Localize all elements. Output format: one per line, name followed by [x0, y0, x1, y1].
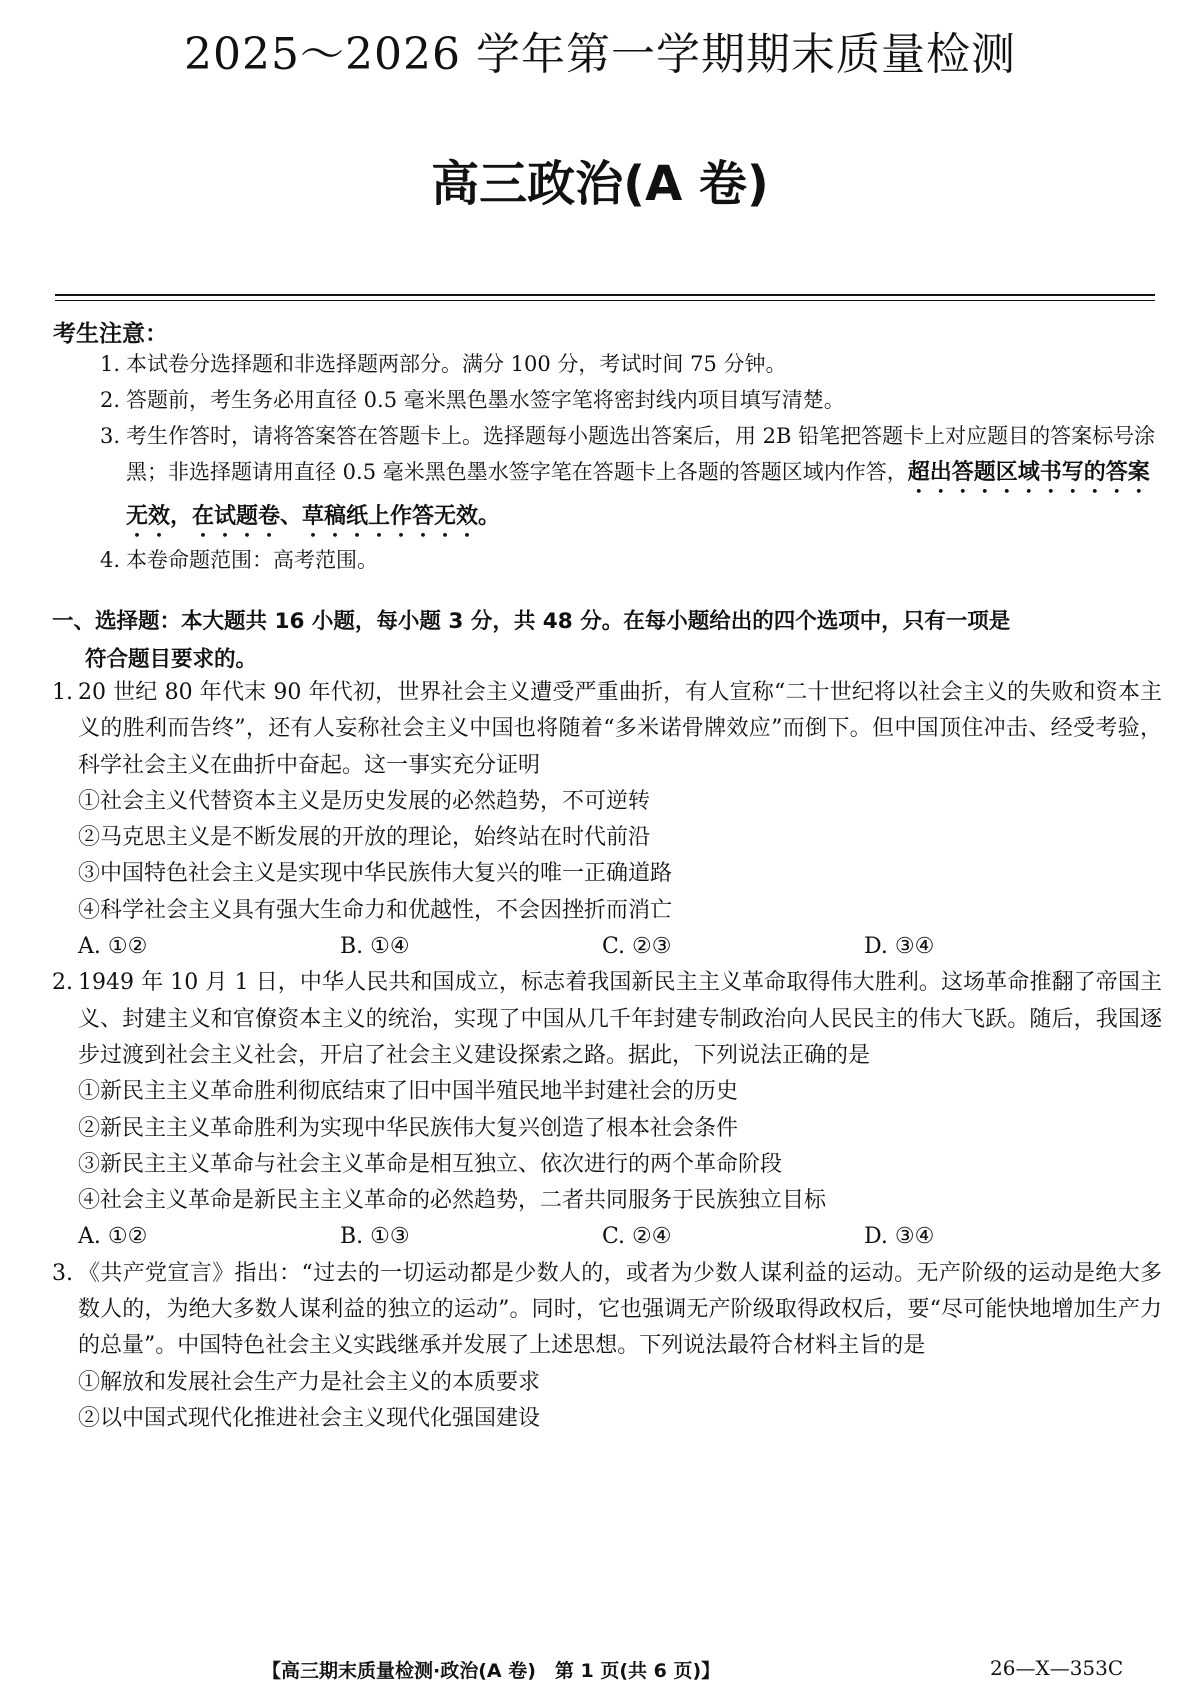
notice-item-number: 1.: [100, 352, 121, 376]
notice-item-number: 2.: [100, 388, 121, 412]
notice-item-text: 本试卷分选择题和非选择题两部分。满分 100 分，考试时间 75 分钟。: [126, 352, 787, 376]
question-statement: ②马克思主义是不断发展的开放的理论，始终站在时代前沿: [78, 825, 651, 851]
question-list: [52, 675, 1162, 1437]
notice-item: [100, 382, 1160, 418]
notice-item-text: 答题前，考生务必用直径 0.5 毫米黑色墨水签字笔将密封线内项目填写清楚。: [126, 388, 845, 412]
notice-item-emphasis: 超出答题区域书写的答案无效，在试题卷、草稿纸上作答无效。: [126, 460, 1150, 529]
footer-paper-code: 26—X—353C: [990, 1656, 1124, 1680]
question-statement: ②以中国式现代化推进社会主义现代化强国建设: [78, 1405, 541, 1431]
header-divider-thick: [55, 294, 1155, 296]
footer-page-info: 【高三期末质量检测·政治(A 卷) 第 1 页(共 6 页)】: [262, 1660, 721, 1682]
question-stem: [52, 675, 1162, 784]
question-statement: ①新民主主义革命胜利彻底结束了旧中国半殖民地半封建社会的历史: [78, 1079, 739, 1105]
option-a: A. ①②: [78, 934, 148, 960]
notice-item: [100, 542, 1160, 578]
subject-title: 高三政治(A 卷): [431, 156, 769, 212]
option-c: C. ②③: [602, 934, 672, 960]
question-statement: ③中国特色社会主义是实现中华民族伟大复兴的唯一正确道路: [78, 861, 673, 887]
notice-item-text: 考生作答时，请将答案答在答题卡上。选择题每小题选出答案后，用 2B 铅笔把答题卡上对应题目的答案标号涂黑；非选择题请用直径 0.5 毫米黑色墨水签字笔在答题卡上各题的答题区域内作答，: [126, 424, 1156, 484]
question-statement: ④社会主义革命是新民主主义革命的必然趋势，二者共同服务于民族独立目标: [78, 1188, 827, 1214]
question-statement: ②新民主主义革命胜利为实现中华民族伟大复兴创造了根本社会条件: [78, 1115, 739, 1141]
exam-title: 2025～2026 学年第一学期期末质量检测: [184, 29, 1016, 80]
option-c: C. ②④: [602, 1224, 672, 1250]
option-b: B. ①③: [340, 1224, 410, 1250]
question-stem: [52, 965, 1162, 1074]
question-number: 3.: [52, 1260, 73, 1286]
section-heading-line: 一、选择题：本大题共 16 小题，每小题 3 分，共 48 分。在每小题给出的四个选项中，只有一项是: [52, 609, 1011, 634]
question-statement: ①解放和发展社会生产力是社会主义的本质要求: [78, 1369, 541, 1395]
option-d: D. ③④: [864, 934, 935, 960]
question-number: 1.: [52, 680, 73, 705]
question-stem: [52, 1256, 1162, 1365]
notice-item-text: 本卷命题范围：高考范围。: [126, 548, 378, 572]
section-heading-line: 符合题目要求的。: [85, 647, 258, 672]
question-text: 《共产党宣言》指出：“过去的一切运动都是少数人的，或者为少数人谋利益的运动。无产阶级的运动是绝大多数人的，为绝大多数人谋利益的独立的运动”。同时，它也强调无产阶级取得政权后，要“尽可能快地增加生产力的总量”。中国特色社会主义实践继承并发展了上述思想。下列说法最符合材料主旨的是: [78, 1260, 1162, 1359]
notice-heading: 考生注意：: [53, 321, 168, 347]
question-statement: ③新民主主义革命与社会主义革命是相互独立、依次进行的两个革命阶段: [78, 1151, 783, 1177]
notice-list: [100, 346, 1160, 578]
section-heading: [52, 603, 1162, 679]
notice-item-number: 3.: [100, 424, 121, 448]
option-a: A. ①②: [78, 1224, 148, 1250]
question-statement: ①社会主义代替资本主义是历史发展的必然趋势，不可逆转: [78, 788, 651, 814]
option-b: B. ①④: [340, 934, 410, 960]
notice-item: [100, 346, 1160, 382]
question-text: 1949 年 10 月 1 日，中华人民共和国成立，标志着我国新民主主义革命取得伟大胜利。这场革命推翻了帝国主义、封建主义和官僚资本主义的统治，实现了中国从几千年封建专制政治向人民民主的伟大飞跃。随后，我国逐步过渡到社会主义社会，开启了社会主义建设探索之路。据此，下列说法正确的是: [78, 970, 1162, 1068]
notice-item-number: 4.: [100, 548, 121, 572]
question-number: 2.: [52, 970, 73, 996]
header-divider-thin: [55, 300, 1155, 301]
question-statement: ④科学社会主义具有强大生命力和优越性，不会因挫折而消亡: [78, 897, 673, 923]
question-text: 20 世纪 80 年代末 90 年代初，世界社会主义遭受严重曲折，有人宣称“二十世纪将以社会主义的失败和资本主义的胜利而告终”，还有人妄称社会主义中国也将随着“多米诺骨牌效应”而倒下。但中国顶住冲击、经受考验，科学社会主义在曲折中奋起。这一事实充分证明: [78, 680, 1162, 778]
question-options: [52, 929, 1162, 965]
question-options: [52, 1219, 1162, 1255]
notice-item: [100, 418, 1160, 542]
option-d: D. ③④: [864, 1224, 935, 1250]
